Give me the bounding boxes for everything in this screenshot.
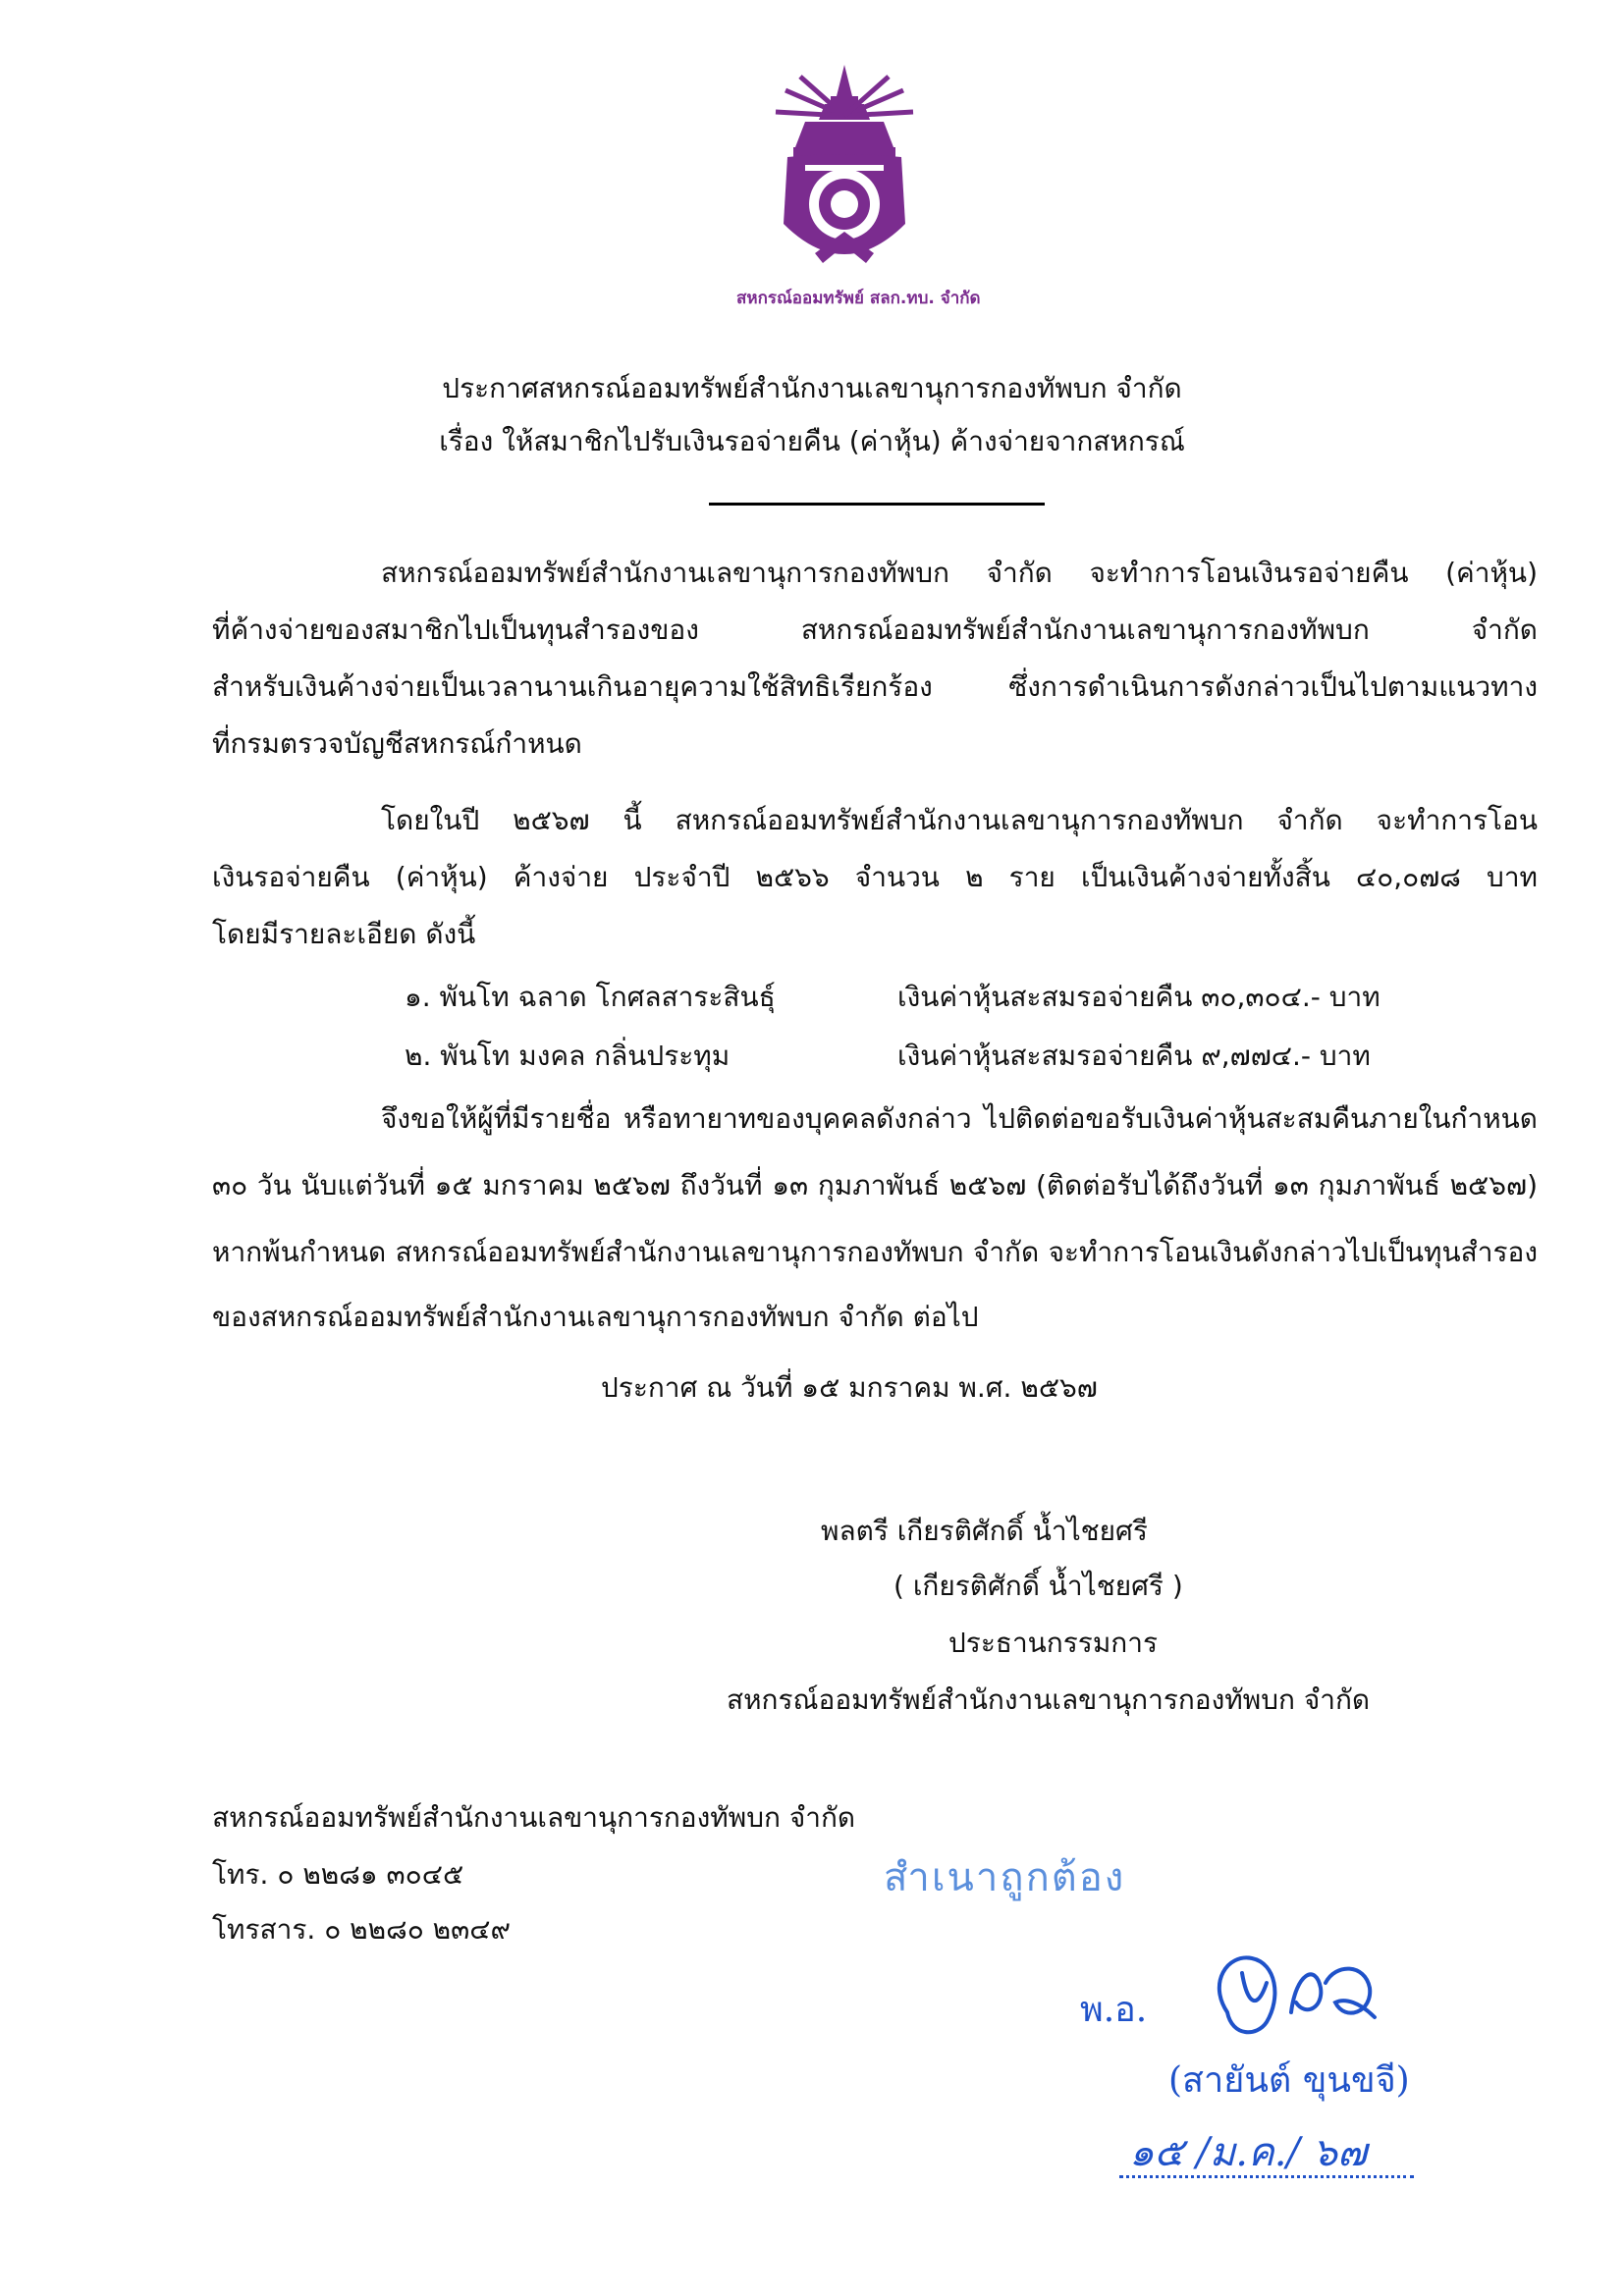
announcement-subject: เรื่อง ให้สมาชิกไปรับเงินรอจ่ายคืน (ค่าหุ้น) ค้างจ่ายจากสหกรณ์ [439, 425, 1185, 457]
paragraph-3-line-3: หากพ้นกำหนด สหกรณ์ออมทรัพย์สำนักงานเลขานุการกองทัพบก จำกัด จะทำการโอนเงินดังกล่าวไปเป็นทุนสำรอง [212, 1236, 1538, 1268]
cooperative-logo [736, 57, 981, 332]
paragraph-2-line-1: โดยในปี ๒๕๖๗ นี้ สหกรณ์ออมทรัพย์สำนักงานเลขานุการกองทัพบก จำกัด จะทำการโอน [381, 804, 1538, 836]
footer-telephone: โทร. ๐ ๒๒๘๑ ๓๐๔๕ [212, 1858, 464, 1891]
paragraph-1-line-3: สำหรับเงินค้างจ่ายเป็นเวลานานเกินอายุความใช้สิทธิเรียกร้อง ซึ่งการดำเนินการดังกล่าวเป็นไปตามแนวทาง [212, 670, 1538, 703]
signer-name-parenthetical: ( เกียรติศักดิ์ น้ำไชยศรี ) [893, 1570, 1183, 1602]
certified-copy-stamp: สำเนาถูกต้อง [884, 1855, 1126, 1900]
signer-organization: สหกรณ์ออมทรัพย์สำนักงานเลขานุการกองทัพบก จำกัด [727, 1683, 1371, 1716]
list-item-name: ๒. พันโท มงคล กลิ่นประทุม [405, 1040, 731, 1072]
paragraph-3-line-2: ๓๐ วัน นับแต่วันที่ ๑๕ มกราคม ๒๕๖๗ ถึงวันที่ ๑๓ กุมภาพันธ์ ๒๕๖๗ (ติดต่อรับได้ถึงวันที่ ๑๓ กุมภาพันธ์ ๒๕๖๗) [212, 1169, 1538, 1201]
list-item-amount: เงินค่าหุ้นสะสมรอจ่ายคืน ๓๐,๓๐๔.- บาท [897, 981, 1380, 1013]
handwritten-signature-icon [1198, 1944, 1414, 2052]
certifier-name: (สายันต์ ขุนขจี) [1168, 2060, 1410, 2101]
date-underline [1119, 2175, 1414, 2178]
certifier-rank: พ.อ. [1080, 1990, 1148, 2030]
signer-position: ประธานกรรมการ [948, 1627, 1159, 1659]
paragraph-3-line-1: จึงขอให้ผู้ที่มีรายชื่อ หรือทายาทของบุคคลดังกล่าว ไปติดต่อขอรับเงินค่าหุ้นสะสมคืนภายในกำหนด [381, 1102, 1538, 1135]
signer-name: พลตรี เกียรติศักดิ์ น้ำไชยศรี [821, 1515, 1148, 1547]
paragraph-3-line-4: ของสหกรณ์ออมทรัพย์สำนักงานเลขานุการกองทัพบก จำกัด ต่อไป [212, 1301, 979, 1333]
paragraph-2-line-2: เงินรอจ่ายคืน (ค่าหุ้น) ค้างจ่าย ประจำปี ๒๕๖๖ จำนวน ๒ ราย เป็นเงินค้างจ่ายทั้งสิ้น ๔๐,๐๗๘ บาท [212, 861, 1538, 893]
paragraph-2-line-3: โดยมีรายละเอียด ดังนี้ [212, 918, 476, 950]
footer-organization: สหกรณ์ออมทรัพย์สำนักงานเลขานุการกองทัพบก จำกัด [212, 1801, 856, 1834]
list-item-amount: เงินค่าหุ้นสะสมรอจ่ายคืน ๙,๗๗๔.- บาท [897, 1040, 1371, 1072]
title-divider [709, 503, 1045, 506]
footer-fax: โทรสาร. ๐ ๒๒๘๐ ๒๓๔๙ [212, 1913, 511, 1946]
logo-text: สหกรณ์ออมทรัพย์ สลก.ทบ. จำกัด [736, 289, 981, 308]
announcement-date: ประกาศ ณ วันที่ ๑๕ มกราคม พ.ศ. ๒๕๖๗ [601, 1371, 1098, 1404]
paragraph-1-line-2: ที่ค้างจ่ายของสมาชิกไปเป็นทุนสำรองของ สหกรณ์ออมทรัพย์สำนักงานเลขานุการกองทัพบก จำกัด [212, 614, 1538, 646]
paragraph-1-line-1: สหกรณ์ออมทรัพย์สำนักงานเลขานุการกองทัพบก จำกัด จะทำการโอนเงินรอจ่ายคืน (ค่าหุ้น) [381, 557, 1538, 589]
certification-date: ๑๕ /ม.ค./ ๖๗ [1129, 2130, 1368, 2175]
announcement-title: ประกาศสหกรณ์ออมทรัพย์สำนักงานเลขานุการกองทัพบก จำกัด [442, 372, 1182, 404]
handwritten-certification [1080, 1953, 1492, 2209]
paragraph-1-line-4: ที่กรมตรวจบัญชีสหกรณ์กำหนด [212, 727, 582, 760]
list-item-name: ๑. พันโท ฉลาด โกศลสาระสินธุ์ [405, 981, 776, 1013]
